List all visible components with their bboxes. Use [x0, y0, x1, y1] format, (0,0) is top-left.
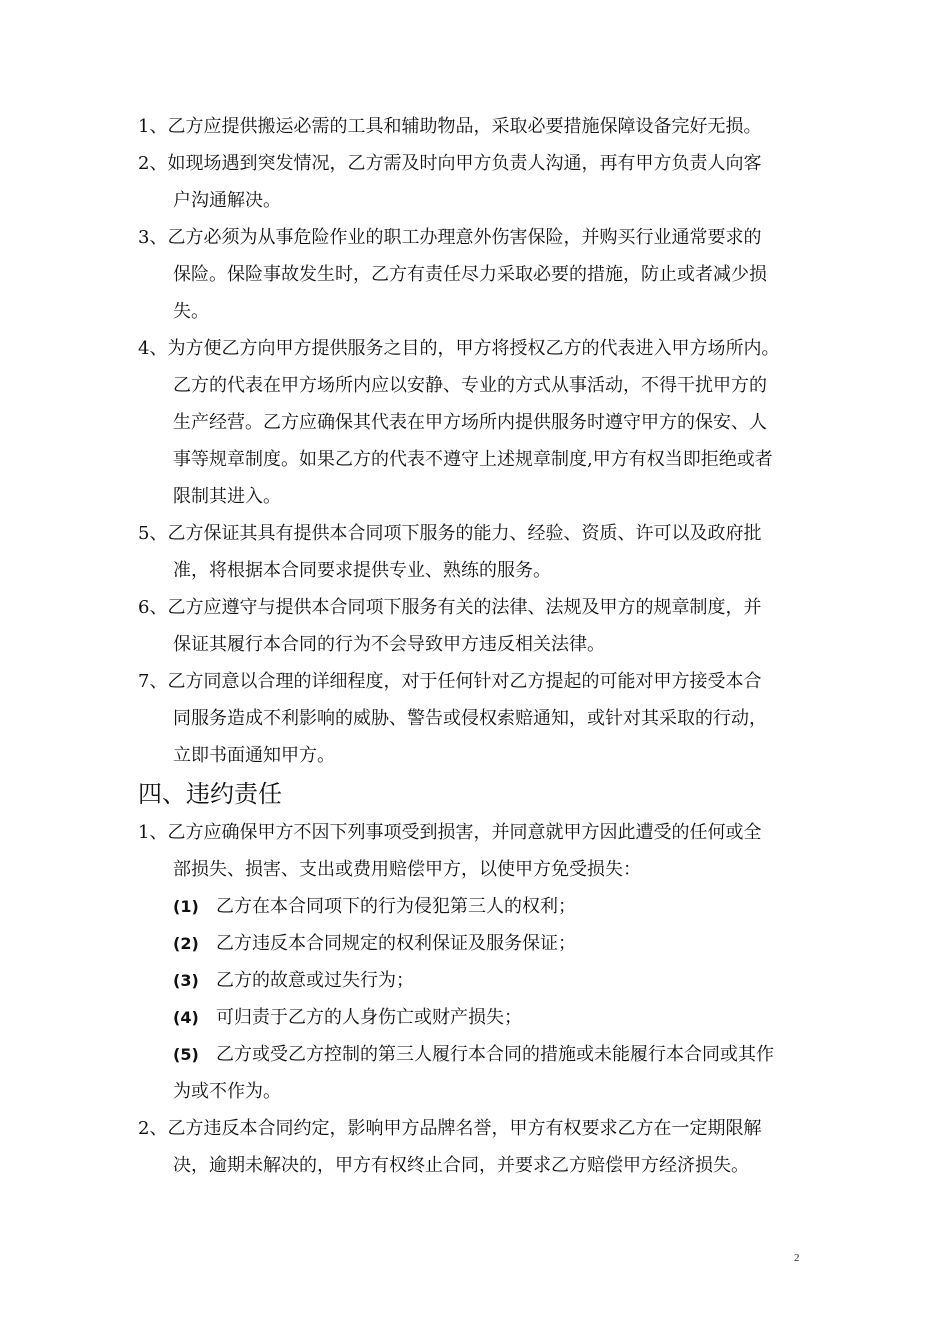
- subclause-number: (4): [173, 1008, 199, 1027]
- clause-line: 保险。保险事故发生时，乙方有责任尽力采取必要的措施，防止或者减少损: [173, 264, 767, 285]
- subclause-1: [138, 888, 818, 925]
- clause-b1: [138, 814, 818, 888]
- subclause-number: (2): [173, 934, 199, 953]
- subclause-number: (3): [173, 971, 199, 990]
- clause-a7: [138, 663, 818, 774]
- clause-b2: [138, 1110, 818, 1184]
- clause-a6: [138, 589, 818, 663]
- clause-line: 乙方的代表在甲方场所内应以安静、专业的方式从事活动，不得干扰甲方的: [173, 375, 767, 396]
- page-content: [138, 108, 818, 1184]
- subclause-5: [138, 1036, 818, 1110]
- subclause-4: [138, 999, 818, 1036]
- subclause-2: [138, 925, 818, 962]
- clause-line: 5、乙方保证其具有提供本合同项下服务的能力、经验、资质、许可以及政府批: [138, 523, 762, 544]
- clause-line: 限制其进入。: [173, 486, 281, 507]
- clause-line: 4、为方便乙方向甲方提供服务之目的，甲方将授权乙方的代表进入甲方场所内。: [138, 338, 780, 359]
- clause-a5: [138, 515, 818, 589]
- clause-line: 事等规章制度。如果乙方的代表不遵守上述规章制度,甲方有权当即拒绝或者: [173, 449, 773, 470]
- subclause-text: 可归责于乙方的人身伤亡或财产损失；: [216, 1007, 522, 1028]
- subclause-number: (1): [173, 897, 199, 916]
- clause-line: 失。: [173, 301, 209, 322]
- clause-line: 保证其履行本合同的行为不会导致甲方违反相关法律。: [173, 634, 605, 655]
- clause-line: 生产经营。乙方应确保其代表在甲方场所内提供服务时遵守甲方的保安、人: [173, 412, 767, 433]
- clause-line: 立即书面通知甲方。: [173, 745, 335, 766]
- subclause-text: 乙方的故意或过失行为；: [216, 970, 414, 991]
- clause-line: 户沟通解决。: [173, 190, 281, 211]
- clause-line: 部损失、损害、支出或费用赔偿甲方，以使甲方免受损失：: [173, 859, 641, 880]
- clause-a4: [138, 330, 818, 515]
- subclause-text: 乙方在本合同项下的行为侵犯第三人的权利；: [216, 896, 576, 917]
- clause-line: 1、乙方应确保甲方不因下列事项受到损害，并同意就甲方因此遭受的任何或全: [138, 822, 762, 843]
- section-heading: 四、违约责任: [138, 780, 282, 808]
- subclause-number: (5): [173, 1045, 199, 1064]
- clause-line: 同服务造成不利影响的威胁、警告或侵权索赔通知，或针对其采取的行动，: [173, 708, 767, 729]
- clause-line: 2、如现场遇到突发情况，乙方需及时向甲方负责人沟通，再有甲方负责人向客: [138, 153, 762, 174]
- clause-line: 1、乙方应提供搬运必需的工具和辅助物品，采取必要措施保障设备完好无损。: [138, 116, 762, 137]
- clause-a1: [138, 108, 818, 145]
- subclause-3: [138, 962, 818, 999]
- subclause-text: 乙方或受乙方控制的第三人履行本合同的措施或未能履行本合同或其作: [216, 1044, 774, 1065]
- subclause-text: 乙方违反本合同规定的权利保证及服务保证；: [216, 933, 576, 954]
- page-number: 2: [794, 1252, 800, 1264]
- clause-line: 6、乙方应遵守与提供本合同项下服务有关的法律、法规及甲方的规章制度，并: [138, 597, 762, 618]
- clause-line: 2、乙方违反本合同约定，影响甲方品牌名誉，甲方有权要求乙方在一定期限解: [138, 1118, 762, 1139]
- clause-a2: [138, 145, 818, 219]
- subclause-text: 为或不作为。: [173, 1081, 281, 1102]
- clause-line: 7、乙方同意以合理的详细程度，对于任何针对乙方提起的可能对甲方接受本合: [138, 671, 762, 692]
- clause-line: 准，将根据本合同要求提供专业、熟练的服务。: [173, 560, 551, 581]
- clause-line: 3、乙方必须为从事危险作业的职工办理意外伤害保险，并购买行业通常要求的: [138, 227, 762, 248]
- clause-line: 决，逾期未解决的，甲方有权终止合同，并要求乙方赔偿甲方经济损失。: [173, 1155, 749, 1176]
- clause-a3: [138, 219, 818, 330]
